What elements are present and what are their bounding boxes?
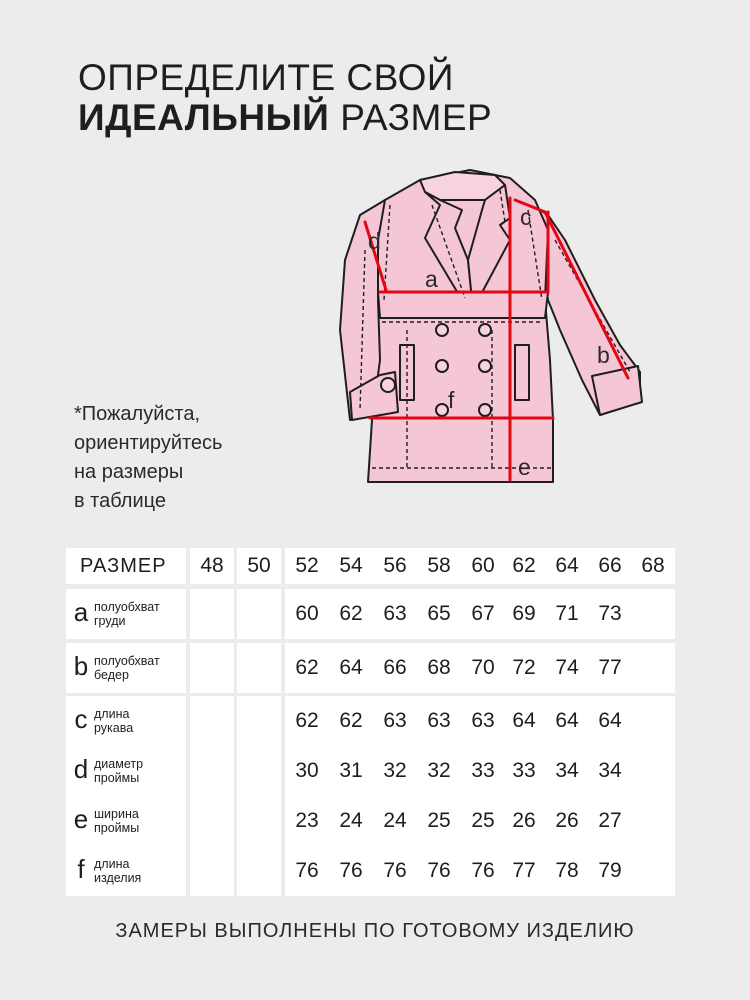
measure-description-line: длина [94, 857, 130, 871]
size-header-cell: 62 [502, 548, 546, 584]
table-cell [237, 796, 281, 846]
table-cell: 62 [285, 696, 329, 746]
measure-letter: f [77, 854, 85, 884]
measure-letter: c [74, 704, 88, 734]
measure-description-line: груди [94, 614, 126, 628]
table-cell: 26 [545, 796, 589, 846]
table-cell: 76 [329, 846, 373, 896]
table-cell [190, 696, 234, 746]
label-c: c [520, 204, 532, 230]
measure-letter: a [73, 597, 89, 627]
measure-letter: d [73, 754, 89, 784]
size-header-cell: 68 [631, 548, 675, 584]
size-header-cell: 54 [329, 548, 373, 584]
table-cell: 23 [285, 796, 329, 846]
row-label-c [66, 696, 186, 746]
table-cell: 66 [373, 643, 417, 693]
table-cell: 72 [502, 643, 546, 693]
size-header-cell: 50 [237, 548, 281, 584]
label-b: b [597, 342, 610, 368]
label-a: a [425, 266, 438, 292]
measure-letter: b [73, 651, 89, 681]
table-cell [237, 746, 281, 796]
table-cell: 25 [417, 796, 461, 846]
table-cell: 30 [285, 746, 329, 796]
measure-description-line: проймы [94, 771, 140, 785]
measure-letter: e [73, 804, 89, 834]
note-line: ориентируйтесь [74, 432, 223, 454]
table-cell: 32 [373, 746, 417, 796]
table-cell [237, 846, 281, 896]
table-cell: 77 [502, 846, 546, 896]
table-cell: 63 [373, 696, 417, 746]
table-cell: 79 [588, 846, 632, 896]
table-cell: 63 [461, 696, 505, 746]
table-cell: 34 [588, 746, 632, 796]
table-cell: 78 [545, 846, 589, 896]
row-label-a [66, 589, 186, 639]
measure-description-line: рукава [94, 721, 134, 735]
table-cell: 73 [588, 589, 632, 639]
table-cell [237, 589, 281, 639]
row-label-d [66, 746, 186, 796]
row-label-e [66, 796, 186, 846]
table-cell: 64 [588, 696, 632, 746]
measure-description-line: полуобхват [94, 654, 160, 668]
table-cell: 76 [373, 846, 417, 896]
measure-description-line: длина [94, 707, 130, 721]
size-header-cell: 48 [190, 548, 234, 584]
table-cell: 62 [329, 589, 373, 639]
measure-description [94, 654, 160, 682]
table-cell [631, 643, 675, 693]
table-cell [237, 696, 281, 746]
note-line: на размеры [74, 461, 184, 483]
table-cell [190, 796, 234, 846]
title-bold-word: ИДЕАЛЬНЫЙ [78, 97, 330, 138]
table-cell [631, 846, 675, 896]
table-cell: 64 [545, 696, 589, 746]
table-cell: 63 [373, 589, 417, 639]
measure-description-line: бедер [94, 668, 129, 682]
measure-description-line: изделия [94, 871, 142, 885]
measure-description [94, 600, 160, 628]
table-cell: 76 [285, 846, 329, 896]
table-cell: 64 [329, 643, 373, 693]
size-header-cell: 64 [545, 548, 589, 584]
table-cell [631, 796, 675, 846]
table-cell: 68 [417, 643, 461, 693]
measure-description-line: диаметр [94, 757, 144, 771]
table-cell: 65 [417, 589, 461, 639]
row-label-f [66, 846, 186, 896]
title-rest-word: РАЗМЕР [340, 97, 493, 138]
table-cell [631, 696, 675, 746]
table-cell: 33 [461, 746, 505, 796]
table-cell [237, 643, 281, 693]
measure-description-line: ширина [94, 807, 139, 821]
table-cell: 67 [461, 589, 505, 639]
table-cell: 62 [329, 696, 373, 746]
measure-description [94, 857, 141, 885]
table-cell: 27 [588, 796, 632, 846]
table-cell: 74 [545, 643, 589, 693]
table-cell: 31 [329, 746, 373, 796]
footer-note: ЗАМЕРЫ ВЫПОЛНЕНЫ ПО ГОТОВОМУ ИЗДЕЛИЮ [115, 920, 635, 942]
table-cell: 76 [461, 846, 505, 896]
table-cell: 25 [461, 796, 505, 846]
table-cell: 24 [373, 796, 417, 846]
measure-description-line: проймы [94, 821, 140, 835]
measure-description [94, 707, 133, 735]
label-e: e [518, 454, 531, 480]
table-cell [190, 846, 234, 896]
table-cell: 33 [502, 746, 546, 796]
title-line-1: ОПРЕДЕЛИТЕ СВОЙ [78, 57, 454, 98]
table-cell [190, 643, 234, 693]
measure-description [94, 757, 143, 785]
table-cell: 70 [461, 643, 505, 693]
size-header-cell: 60 [461, 548, 505, 584]
table-header-label: РАЗМЕР [66, 548, 186, 584]
note-line: в таблице [74, 490, 166, 512]
table-cell [631, 589, 675, 639]
size-header-cell: 56 [373, 548, 417, 584]
measure-description-line: полуобхват [94, 600, 160, 614]
size-header-cell: 52 [285, 548, 329, 584]
table-cell: 26 [502, 796, 546, 846]
note-line: *Пожалуйста, [74, 403, 201, 425]
table-cell: 69 [502, 589, 546, 639]
table-cell: 34 [545, 746, 589, 796]
table-cell: 60 [285, 589, 329, 639]
table-cell [631, 746, 675, 796]
label-f: f [448, 387, 455, 413]
label-d: d [368, 228, 381, 254]
size-header-cell: 66 [588, 548, 632, 584]
measure-description [94, 807, 139, 835]
table-cell: 63 [417, 696, 461, 746]
table-cell: 62 [285, 643, 329, 693]
table-cell: 76 [417, 846, 461, 896]
size-header-cell: 58 [417, 548, 461, 584]
row-label-b [66, 643, 186, 693]
table-cell: 32 [417, 746, 461, 796]
table-cell: 71 [545, 589, 589, 639]
table-cell: 24 [329, 796, 373, 846]
table-cell [190, 746, 234, 796]
table-cell [190, 589, 234, 639]
table-cell: 64 [502, 696, 546, 746]
table-cell: 77 [588, 643, 632, 693]
